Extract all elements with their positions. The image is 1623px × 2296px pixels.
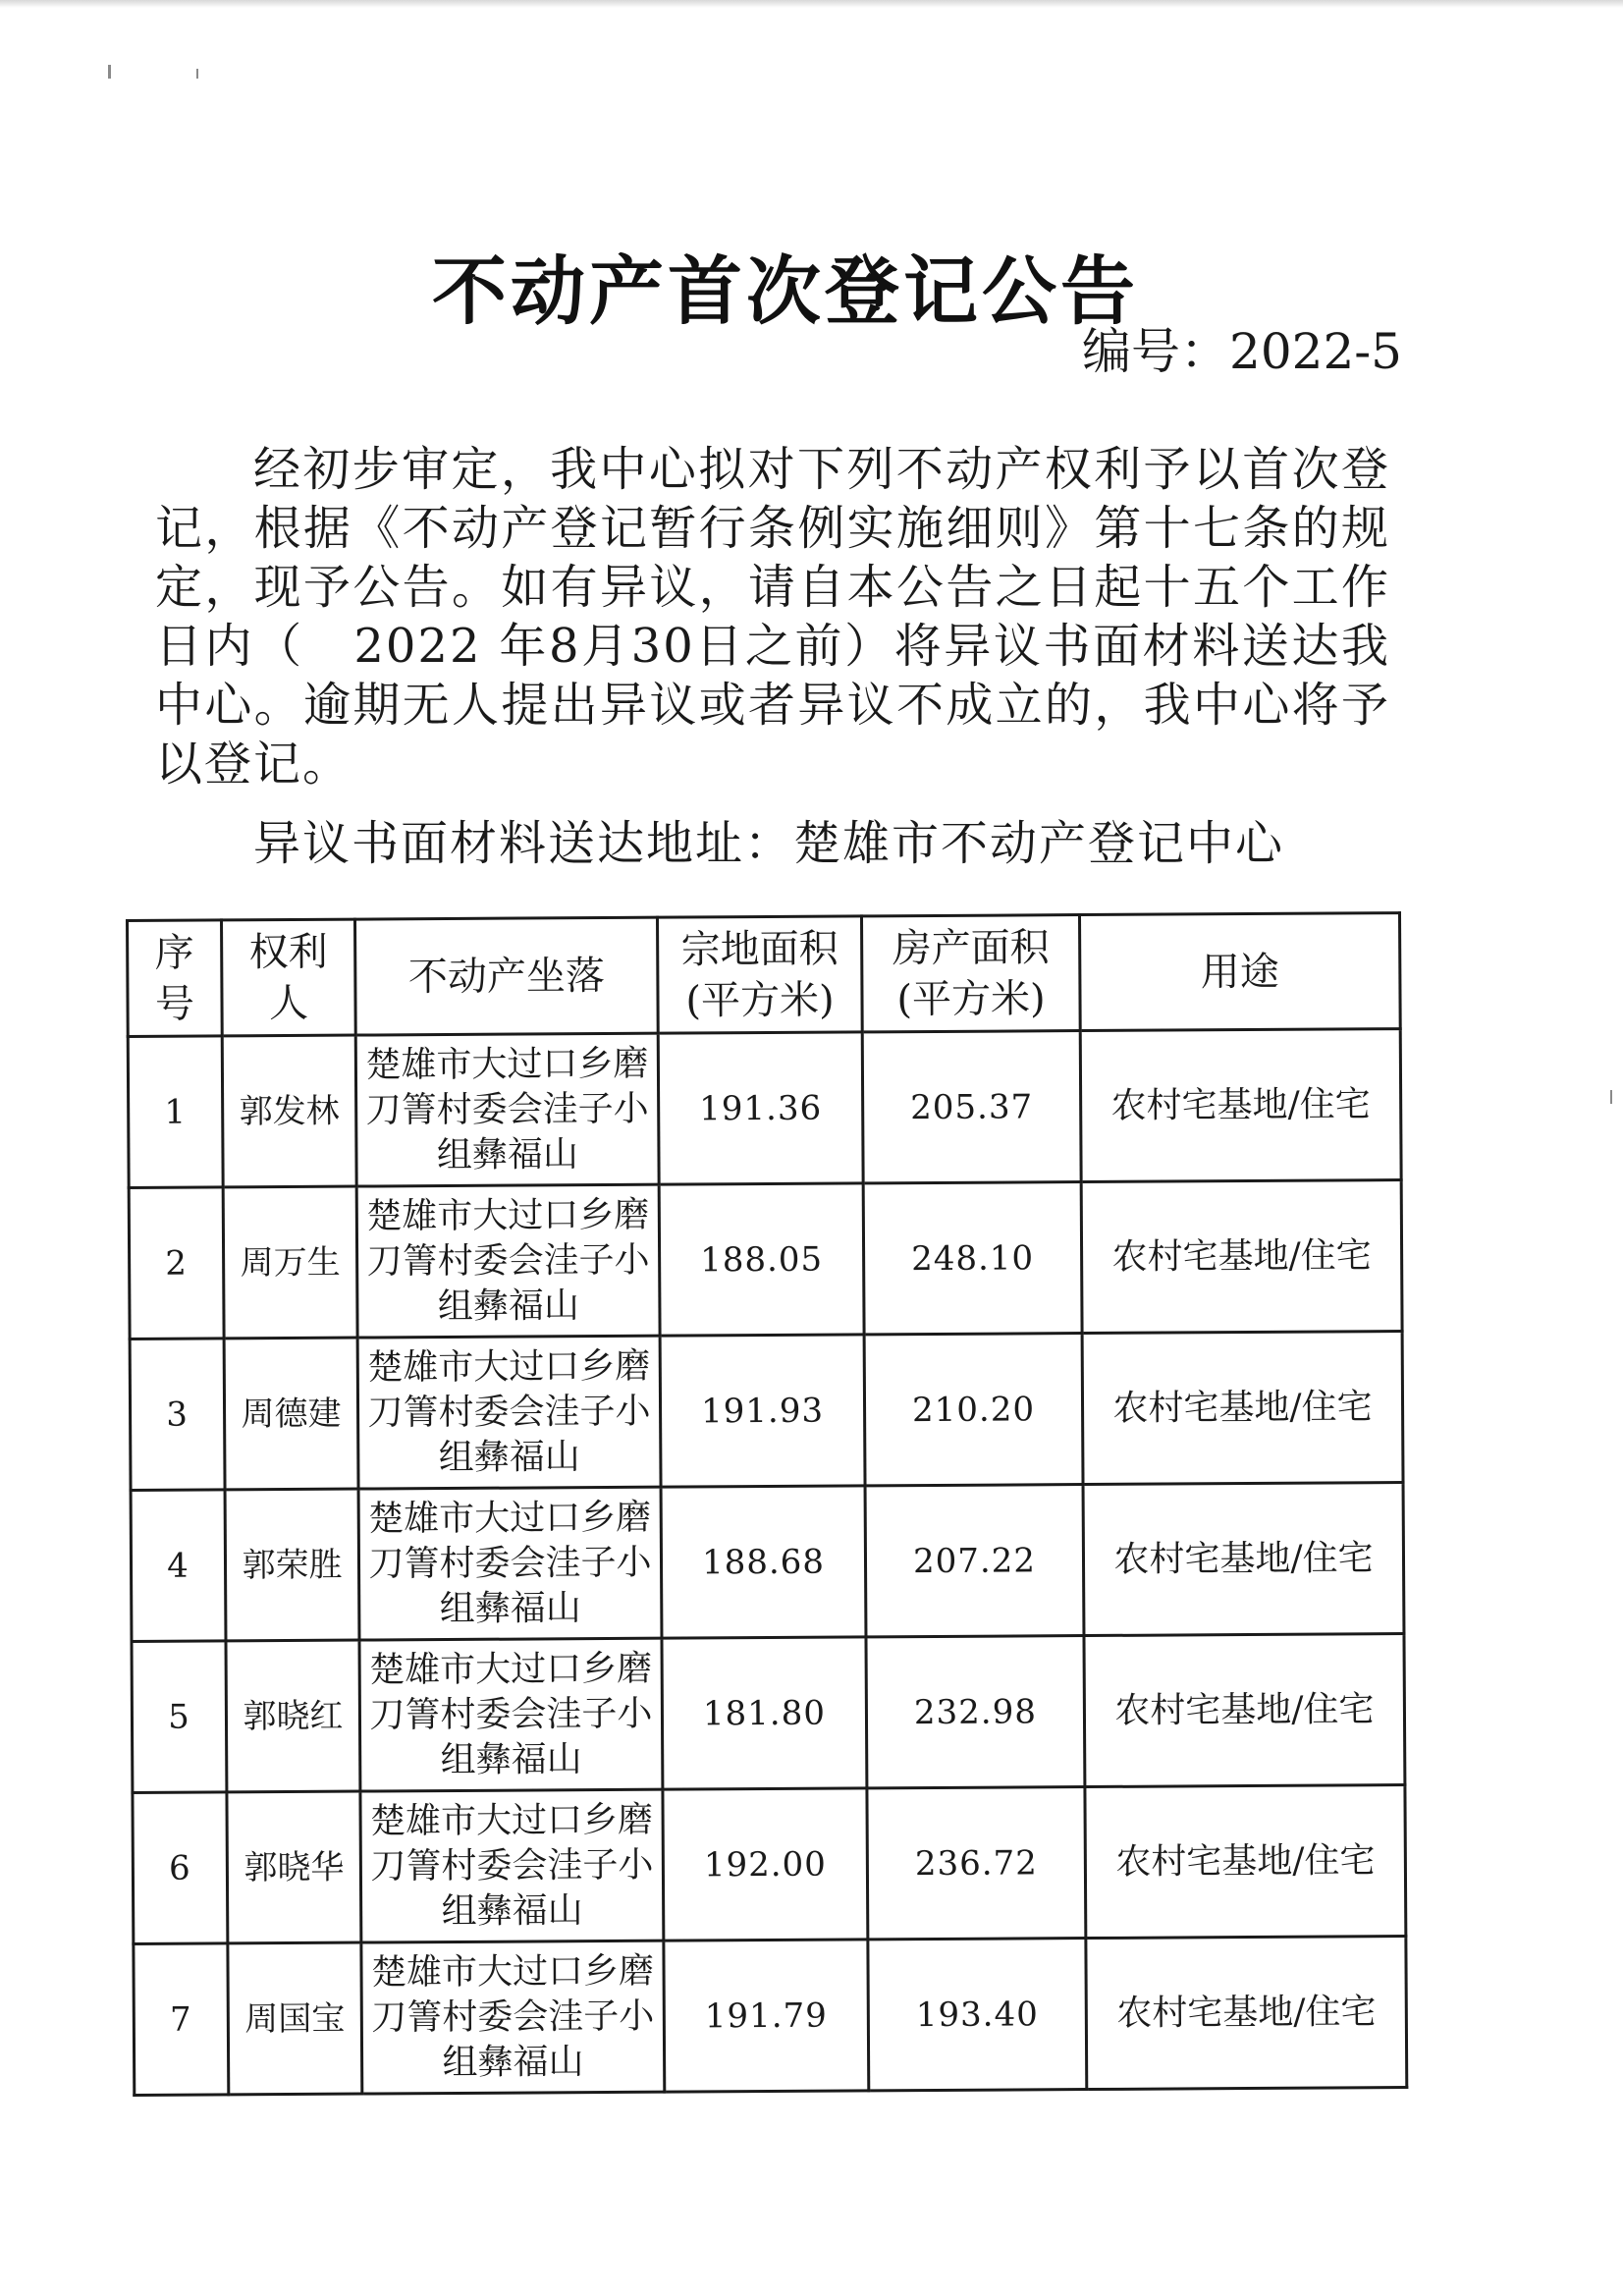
cell-land-area: 188.05 [659, 1183, 864, 1336]
notice-paragraph: 经初步审定，我中心拟对下列不动产权利予以首次登记，根据《不动产登记暂行条例实施细则》第十七条的规定，现予公告。如有异议，请自本公告之日起十五个工作日内（ 2022 年8月30日之前）将异议书面材料送达我中心。逾期无人提出异议或者异议不成立的，我中心将予以登记。 [155, 442, 1390, 792]
cell-seq: 5 [132, 1641, 227, 1793]
cell-seq: 1 [128, 1036, 223, 1188]
cell-location: 楚雄市大过口乡磨刀箐村委会洼子小组彝福山 [360, 1789, 664, 1942]
cell-usage: 农村宅基地/住宅 [1086, 1937, 1407, 2090]
cell-holder: 郭荣胜 [225, 1489, 359, 1641]
cell-house-area: 232.98 [866, 1636, 1085, 1788]
cell-land-area: 181.80 [662, 1637, 867, 1789]
header-house-area: 房产面积(平方米) [861, 915, 1080, 1032]
cell-usage: 农村宅基地/住宅 [1081, 1180, 1402, 1334]
cell-holder: 周万生 [223, 1186, 357, 1339]
cell-usage: 农村宅基地/住宅 [1083, 1483, 1404, 1636]
header-usage: 用途 [1079, 913, 1400, 1031]
cell-holder: 郭晓红 [226, 1640, 360, 1792]
header-seq: 序号 [128, 920, 223, 1037]
scan-speck [108, 65, 111, 79]
cell-house-area: 210.20 [864, 1334, 1083, 1486]
cell-seq: 7 [134, 1943, 229, 2096]
cell-house-area: 205.37 [862, 1031, 1081, 1183]
cell-holder: 周国宝 [228, 1942, 362, 2095]
table-header-row [128, 913, 1401, 1037]
table-row [128, 1029, 1401, 1188]
cell-house-area: 248.10 [863, 1182, 1082, 1335]
cell-seq: 3 [130, 1339, 225, 1491]
cell-location: 楚雄市大过口乡磨刀箐村委会洼子小组彝福山 [359, 1638, 663, 1791]
cell-land-area: 191.93 [660, 1335, 865, 1487]
cell-usage: 农村宅基地/住宅 [1084, 1634, 1405, 1787]
cell-land-area: 188.68 [661, 1486, 866, 1638]
cell-location: 楚雄市大过口乡磨刀箐村委会洼子小组彝福山 [357, 1336, 661, 1489]
objection-address: 异议书面材料送达地址：楚雄市不动产登记中心 [253, 816, 1285, 871]
cell-land-area: 191.79 [664, 1940, 869, 2092]
scan-speck [196, 69, 198, 79]
registration-table-wrapper [126, 911, 1405, 2097]
header-holder: 权利人 [222, 919, 356, 1036]
cell-location: 楚雄市大过口乡磨刀箐村委会洼子小组彝福山 [361, 1941, 665, 2094]
table-row [132, 1634, 1405, 1793]
cell-location: 楚雄市大过口乡磨刀箐村委会洼子小组彝福山 [356, 1184, 660, 1338]
cell-seq: 4 [131, 1490, 226, 1642]
cell-usage: 农村宅基地/住宅 [1082, 1332, 1403, 1485]
table-row [134, 1937, 1407, 2096]
cell-house-area: 236.72 [867, 1787, 1086, 1940]
scan-speck [1610, 1090, 1612, 1104]
cell-usage: 农村宅基地/住宅 [1080, 1029, 1401, 1182]
scan-top-edge [0, 0, 1623, 8]
table-row [133, 1785, 1406, 1944]
cell-holder: 周德建 [224, 1338, 358, 1490]
cell-house-area: 193.40 [868, 1939, 1087, 2091]
page-title: 不动产首次登记公告 [432, 246, 1139, 335]
registration-table [126, 911, 1408, 2097]
header-land-area: 宗地面积(平方米) [657, 916, 862, 1033]
cell-seq: 6 [133, 1792, 228, 1944]
table-row [130, 1332, 1403, 1491]
cell-land-area: 191.36 [658, 1032, 863, 1184]
cell-location: 楚雄市大过口乡磨刀箐村委会洼子小组彝福山 [355, 1033, 659, 1186]
cell-holder: 郭发林 [222, 1035, 356, 1187]
table-row [129, 1180, 1402, 1339]
cell-holder: 郭晓华 [227, 1791, 361, 1943]
cell-usage: 农村宅基地/住宅 [1085, 1785, 1406, 1939]
header-location: 不动产坐落 [355, 917, 659, 1035]
cell-land-area: 192.00 [663, 1788, 868, 1941]
cell-seq: 2 [129, 1187, 224, 1339]
cell-house-area: 207.22 [865, 1485, 1084, 1637]
cell-location: 楚雄市大过口乡磨刀箐村委会洼子小组彝福山 [358, 1487, 662, 1640]
document-number: 编号：2022-5 [1082, 323, 1402, 380]
table-row [131, 1483, 1404, 1642]
